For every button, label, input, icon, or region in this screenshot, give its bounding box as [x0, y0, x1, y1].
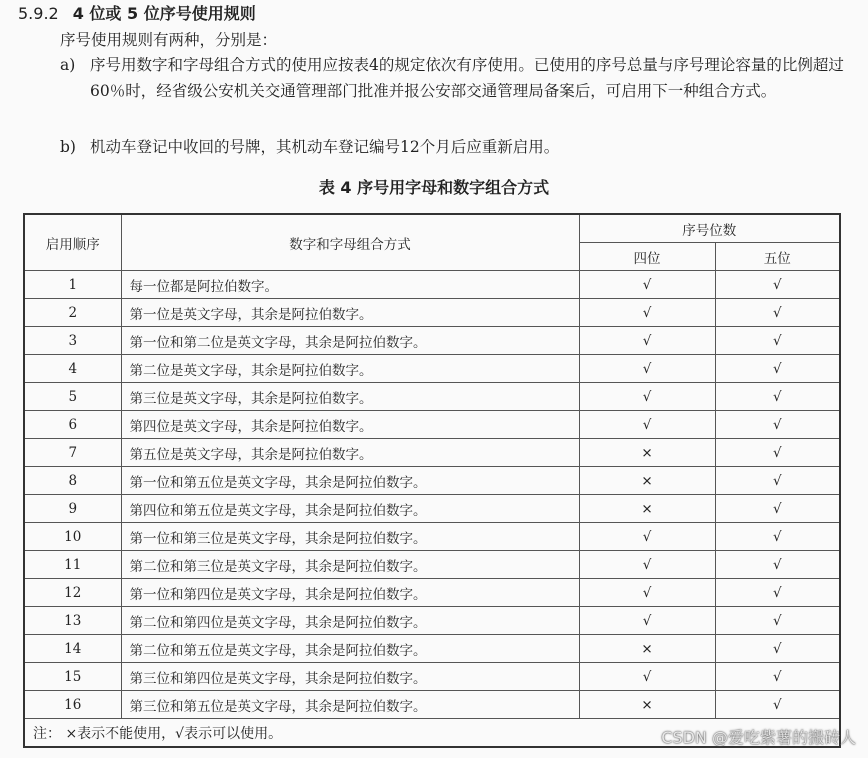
row-description: 第三位和第四位是英文字母，其余是阿拉伯数字。 — [121, 663, 579, 691]
row-four-digit-mark: √ — [579, 271, 715, 299]
table-row — [24, 607, 840, 635]
watermark: CSDN @爱吃紫薯的搬砖人 — [661, 728, 856, 747]
row-four-digit-mark: √ — [579, 411, 715, 439]
row-four-digit-mark: √ — [579, 523, 715, 551]
table-row — [24, 579, 840, 607]
section-number: 5.9.2 — [18, 4, 59, 23]
header-combo: 数字和字母组合方式 — [121, 214, 579, 271]
rule-text-b: 机动车登记中收回的号牌，其机动车登记编号12个月后应重新启用。 — [90, 138, 560, 156]
row-four-digit-mark: × — [579, 635, 715, 663]
table-body — [24, 271, 840, 719]
combination-table — [23, 213, 841, 748]
row-five-digit-mark: √ — [715, 439, 840, 467]
row-description: 第二位和第四位是英文字母，其余是阿拉伯数字。 — [121, 607, 579, 635]
row-number: 9 — [24, 495, 121, 523]
row-number: 4 — [24, 355, 121, 383]
row-five-digit-mark: √ — [715, 663, 840, 691]
row-number: 1 — [24, 271, 121, 299]
row-five-digit-mark: √ — [715, 579, 840, 607]
row-description: 第一位和第五位是英文字母，其余是阿拉伯数字。 — [121, 467, 579, 495]
row-five-digit-mark: √ — [715, 635, 840, 663]
rule-item-a — [60, 52, 850, 104]
row-number: 10 — [24, 523, 121, 551]
row-four-digit-mark: × — [579, 691, 715, 719]
row-four-digit-mark: √ — [579, 355, 715, 383]
table-row — [24, 299, 840, 327]
row-description: 第一位和第二位是英文字母，其余是阿拉伯数字。 — [121, 327, 579, 355]
table-row — [24, 551, 840, 579]
row-four-digit-mark: √ — [579, 663, 715, 691]
row-four-digit-mark: × — [579, 467, 715, 495]
row-number: 2 — [24, 299, 121, 327]
row-number: 5 — [24, 383, 121, 411]
table-caption: 表 4 序号用字母和数字组合方式 — [318, 178, 550, 197]
row-four-digit-mark: √ — [579, 383, 715, 411]
section-title: 4 位或 5 位序号使用规则 — [72, 4, 256, 23]
rule-label-b: b) — [60, 138, 76, 156]
row-four-digit-mark: × — [579, 439, 715, 467]
rule-text-a: 序号用数字和字母组合方式的使用应按表4的规定依次有序使用。已使用的序号总量与序号理论容量的比例超过60％时，经省级公安机关交通管理部门批准并报公安部交通管理局备案后，可启用下一种组合方式。 — [90, 56, 844, 100]
row-number: 16 — [24, 691, 121, 719]
row-five-digit-mark: √ — [715, 607, 840, 635]
header-order: 启用顺序 — [24, 214, 121, 271]
table-row — [24, 271, 840, 299]
row-four-digit-mark: √ — [579, 607, 715, 635]
row-five-digit-mark: √ — [715, 495, 840, 523]
row-description: 第二位和第三位是英文字母，其余是阿拉伯数字。 — [121, 551, 579, 579]
header-four: 四位 — [579, 243, 715, 271]
table-row — [24, 663, 840, 691]
row-number: 15 — [24, 663, 121, 691]
row-number: 12 — [24, 579, 121, 607]
table-note: 注： ×表示不能使用，√表示可以使用。 — [24, 719, 840, 748]
row-four-digit-mark: √ — [579, 551, 715, 579]
section-intro: 序号使用规则有两种，分别是： — [60, 31, 278, 49]
row-five-digit-mark: √ — [715, 411, 840, 439]
row-description: 第一位和第三位是英文字母，其余是阿拉伯数字。 — [121, 523, 579, 551]
row-four-digit-mark: √ — [579, 299, 715, 327]
row-description: 第三位和第五位是英文字母，其余是阿拉伯数字。 — [121, 691, 579, 719]
row-five-digit-mark: √ — [715, 383, 840, 411]
row-number: 3 — [24, 327, 121, 355]
header-five: 五位 — [715, 243, 840, 271]
table-row — [24, 495, 840, 523]
table-row — [24, 635, 840, 663]
row-description: 第一位是英文字母，其余是阿拉伯数字。 — [121, 299, 579, 327]
row-description: 每一位都是阿拉伯数字。 — [121, 271, 579, 299]
table-row — [24, 355, 840, 383]
row-description: 第一位和第四位是英文字母，其余是阿拉伯数字。 — [121, 579, 579, 607]
table-header-row — [24, 214, 840, 243]
row-description: 第二位是英文字母，其余是阿拉伯数字。 — [121, 355, 579, 383]
row-description: 第三位是英文字母，其余是阿拉伯数字。 — [121, 383, 579, 411]
header-digits: 序号位数 — [579, 214, 840, 243]
rule-item-b — [60, 134, 850, 160]
row-description: 第二位和第五位是英文字母，其余是阿拉伯数字。 — [121, 635, 579, 663]
row-four-digit-mark: √ — [579, 579, 715, 607]
row-description: 第四位和第五位是英文字母，其余是阿拉伯数字。 — [121, 495, 579, 523]
table-row — [24, 467, 840, 495]
row-five-digit-mark: √ — [715, 691, 840, 719]
row-five-digit-mark: √ — [715, 523, 840, 551]
table-row — [24, 691, 840, 719]
table-row — [24, 411, 840, 439]
row-five-digit-mark: √ — [715, 299, 840, 327]
row-number: 8 — [24, 467, 121, 495]
row-five-digit-mark: √ — [715, 327, 840, 355]
row-four-digit-mark: √ — [579, 327, 715, 355]
row-five-digit-mark: √ — [715, 355, 840, 383]
row-description: 第四位是英文字母，其余是阿拉伯数字。 — [121, 411, 579, 439]
table-row — [24, 439, 840, 467]
section-heading — [18, 1, 256, 24]
row-five-digit-mark: √ — [715, 467, 840, 495]
row-number: 11 — [24, 551, 121, 579]
row-five-digit-mark: √ — [715, 551, 840, 579]
table-row — [24, 383, 840, 411]
row-four-digit-mark: × — [579, 495, 715, 523]
row-number: 13 — [24, 607, 121, 635]
row-number: 7 — [24, 439, 121, 467]
row-description: 第五位是英文字母，其余是阿拉伯数字。 — [121, 439, 579, 467]
row-number: 6 — [24, 411, 121, 439]
table-row — [24, 523, 840, 551]
rule-label-a: a) — [60, 56, 76, 74]
table-row — [24, 327, 840, 355]
row-number: 14 — [24, 635, 121, 663]
row-five-digit-mark: √ — [715, 271, 840, 299]
